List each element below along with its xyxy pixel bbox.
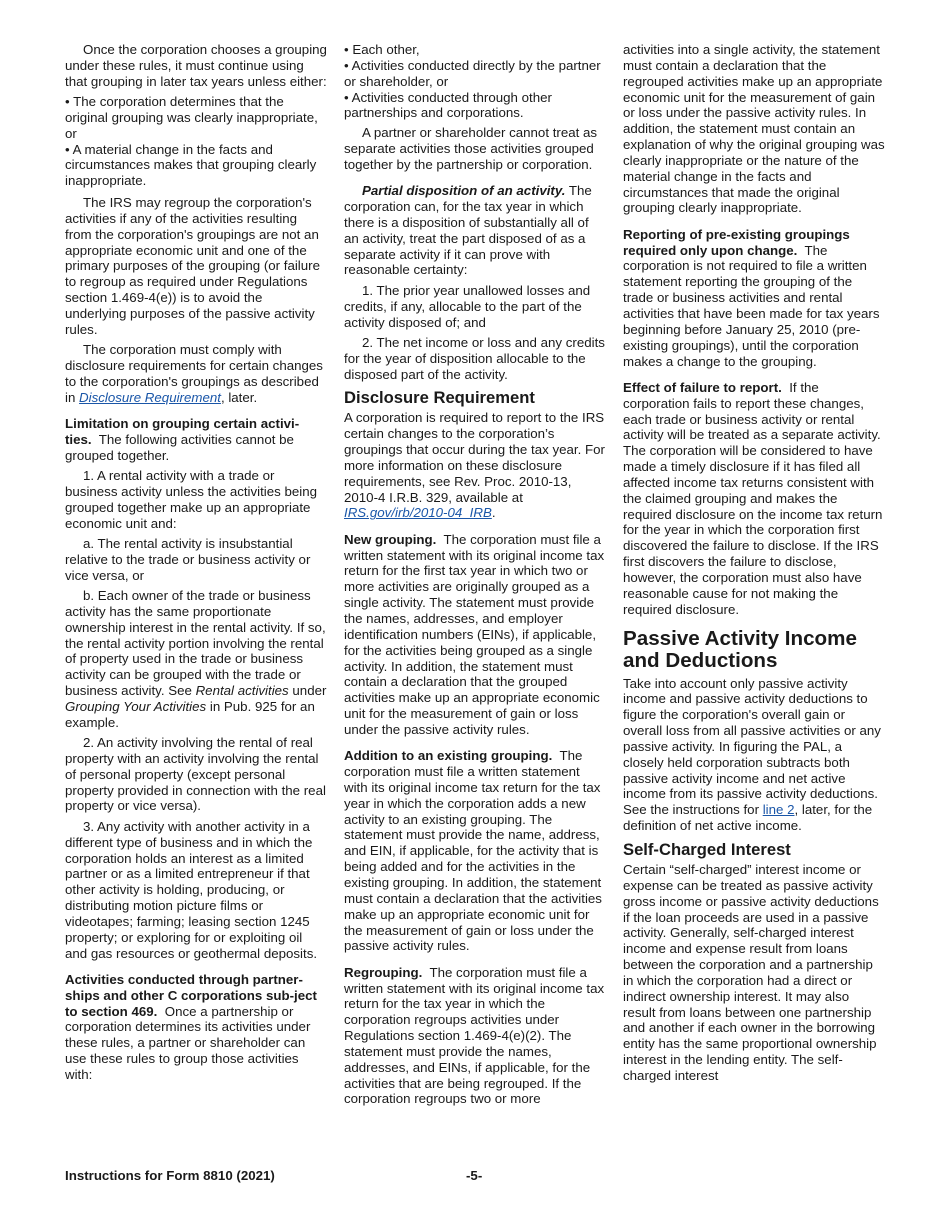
paragraph: Certain “self-charged” interest income or expense can be treated as passive activity gross income or passive activity deductions if the loan proceeds are used in a passive activity. Generally, self-charged interest income and expense result from loans between the corporation and a partnership in which the corporation had a direct or indirect ownership interest. It may also result from loans between one partnership and another if each owner in the borrowing entity has the same proportional ownership interest in the lending entity. The self-charged interest (623, 861, 879, 1083)
disclosure-requirement-link[interactable]: Disclosure Requirement (79, 389, 221, 405)
run-in-heading: New grouping. (344, 531, 437, 547)
footer-form-title: Instructions for Form 8810 (2021) (65, 1168, 275, 1183)
bullet-item: • Activities conducted through other partnerships and corporations. (344, 89, 552, 121)
numbered-item: 2. The net income or loss and any credits for the year of disposition allocable to the disposed part of the activity. (344, 334, 605, 382)
paragraph: The corporation must comply with disclosure requirements for certain changes to the corporation's groupings as described in Disclosure Requirement, later. (65, 342, 323, 405)
numbered-item: 3. Any activity with another activity in a different type of business and in which the corporation holds an interest as a limited partner or as a limited entrepreneur if that other activity is holding, producing, or distributing motion picture films or videotapes; farming; leasing section 1245 property; or exploring for or exploiting oil and gas resources or geothermal deposits. (65, 818, 318, 961)
run-in-heading: Regrouping. (344, 964, 423, 980)
numbered-item: 1. The prior year unallowed losses and credits, if any, allocable to the part of the activity disposed of; and (344, 282, 591, 330)
paragraph: A corporation is required to report to the IRS certain changes to the corporation’s groupings that occur during the tax year. For more information on these disclosure requirements, see Rev. Proc. 2010-13, 2010-4 I.R.B. 329, available at IRS.gov/irb/2010-04_IRB. (344, 410, 605, 521)
addition-paragraph: Addition to an existing grouping. The corporation must file a written statement with its original income tax return for the tax year in which the corporation adds a new activity to an existing grouping. The statement must provide the name, address, and EIN, if applicable, for the activity that is being added and for the activities in the existing grouping. In addition, the statement must contain a declaration that the activities make up an appropriate economic unit for the measurement of gain or loss under the passive activity rules. (344, 748, 602, 954)
numbered-item: 1. A rental activity with a trade or business activity unless the activities being grouped together make up an appropriate economic unit and: (65, 468, 318, 531)
run-in-heading: Addition to an existing grouping. (344, 748, 553, 764)
irb-link[interactable]: IRS.gov/irb/2010-04_IRB (344, 505, 492, 521)
failure-paragraph: Effect of failure to report. If the corporation fails to report these changes, each trade or business activity or rental activity will be treated as a separate activity. The corporation will be considered to have made a timely disclosure if it has filed all affected income tax returns consistent with the claimed grouping and makes the required disclosure on the income tax return for the year in which the corporation first discovered the failure to disclose. If the IRS first discovers the failure to disclose, however, the corporation must also have reasonable cause for not making the required disclosure. (623, 379, 883, 617)
column-1 (65, 42, 327, 1087)
section-heading: Self-Charged Interest (623, 839, 791, 859)
numbered-item: 2. An activity involving the rental of real property with an activity involving the rental of personal property (except personal property provided in connection with the real property or vice versa). (65, 735, 326, 814)
limitation-paragraph: Limitation on grouping certain activi-ties. The following activities cannot be grouped together. (65, 416, 300, 463)
bullet-item: • A material change in the facts and circumstances makes that grouping clearly inappropriate. (65, 141, 317, 189)
column-2 (344, 42, 606, 1112)
section-heading: Disclosure Requirement (344, 388, 535, 408)
paragraph: The IRS may regroup the corporation's activities if any of the activities resulting from the corporation's groupings are not an appropriate economic unit and one of the primary purposes of the grouping (or failure to regroup as required under Regulations section 1.469-4(e)) is to avoid the underlying purposes of the passive activity rules. (65, 195, 320, 337)
run-in-heading: Effect of failure to report. (623, 379, 782, 395)
bullet-item: • Each other, (344, 42, 420, 57)
page-number: -5- (466, 1168, 483, 1183)
column-3 (623, 42, 885, 1088)
line-2-link[interactable]: line 2 (762, 802, 795, 818)
paragraph: Take into account only passive activity income and passive activity deductions to figure the corporation's overall gain or overall loss from all passive activities or any passive activity. In figuring the PAL, a closely held corporation subtracts both passive activity income and net active income from its passive activity deductions. See the instructions for line 2, later, for the definition of net active income. (623, 675, 881, 834)
regrouping-paragraph: Regrouping. The corporation must file a written statement with its original income tax return for the tax year in which the corporation regroups activities under Regulations section 1.469-4(e)(2). The statement must provide the names, addresses, and EINs, if applicable, for the activities that are being regrouped. If the corporation regroups two or more (344, 964, 605, 1107)
activities-paragraph: Activities conducted through partner-ships and other C corporations sub-ject to section 469. Once a partnership or corporation determines its activities under these rules, a partner or shareholder can use these rules to group those activities with: (65, 971, 317, 1082)
bullet-item: • The corporation determines that the original grouping was clearly inappropriate, or (65, 94, 318, 141)
paragraph: Once the corporation chooses a grouping under these rules, it must continue using that grouping in later tax years unless either: (65, 42, 327, 89)
run-in-heading: Limitation on grouping certain activi-ties. (65, 416, 300, 447)
paragraph: A partner or shareholder cannot treat as separate activities those activities grouped together by the partnership or corporation. (344, 125, 598, 172)
lettered-item: b. Each owner of the trade or business activity has the same proportionate ownership interest in the rental activity. If so, the rental activity portion involving the rental of property used in the trade or business activity can be grouped with the trade or business activity. See Rental activities under Grouping Your Activities in Pub. 925 for an example. (65, 588, 327, 730)
run-in-heading: Reporting of pre-existing groupings required only upon change. (623, 226, 850, 258)
lettered-item: a. The rental activity is insubstantial relative to the trade or business activity or vice versa, or (65, 535, 311, 583)
reporting-paragraph: Reporting of pre-existing groupings required only upon change. The corporation is not required to file a written statement reporting the grouping of the trade or business activities and rental activities that have been made for tax years beginning before January 25, 2010 (pre-existing groupings), until the corporation makes a change to the grouping. (623, 226, 880, 369)
paragraph: activities into a single activity, the statement must contain a declaration that the regrouped activities make up an appropriate economic unit for the measurement of gain or loss under the passive activity rules. In addition, the statement must contain an explanation of why the original grouping was clearly inappropriate or the nature of the material change in the facts and circumstances that made the original grouping clearly inappropriate. (623, 42, 885, 216)
run-in-heading: Partial disposition of an activity. (362, 183, 566, 199)
partial-disposition-paragraph: Partial disposition of an activity. The corporation can, for the tax year in which there is a disposition of substantially all of an activity, treat the part disposed of as a separate activity if it can prove with reasonable certainty: (344, 183, 592, 278)
run-in-heading: Activities conducted through partner-ships and other C corporations sub-ject to section 469. (65, 971, 317, 1019)
new-grouping-paragraph: New grouping. The corporation must file a written statement with its original income tax return for the first tax year in which two or more activities are originally grouped as a single activity. The statement must provide the names, addresses, and employer identification numbers (EINs), if applicable, for the activities being grouped as a single activity. In addition, the statement must contain a declaration that the grouped activities make up an appropriate economic unit for the measurement of gain or loss under the passive activity rules. (344, 531, 605, 737)
bullet-item: • Activities conducted directly by the partner or shareholder, or (344, 57, 601, 89)
section-heading: Passive Activity Income and Deductions (623, 626, 857, 673)
